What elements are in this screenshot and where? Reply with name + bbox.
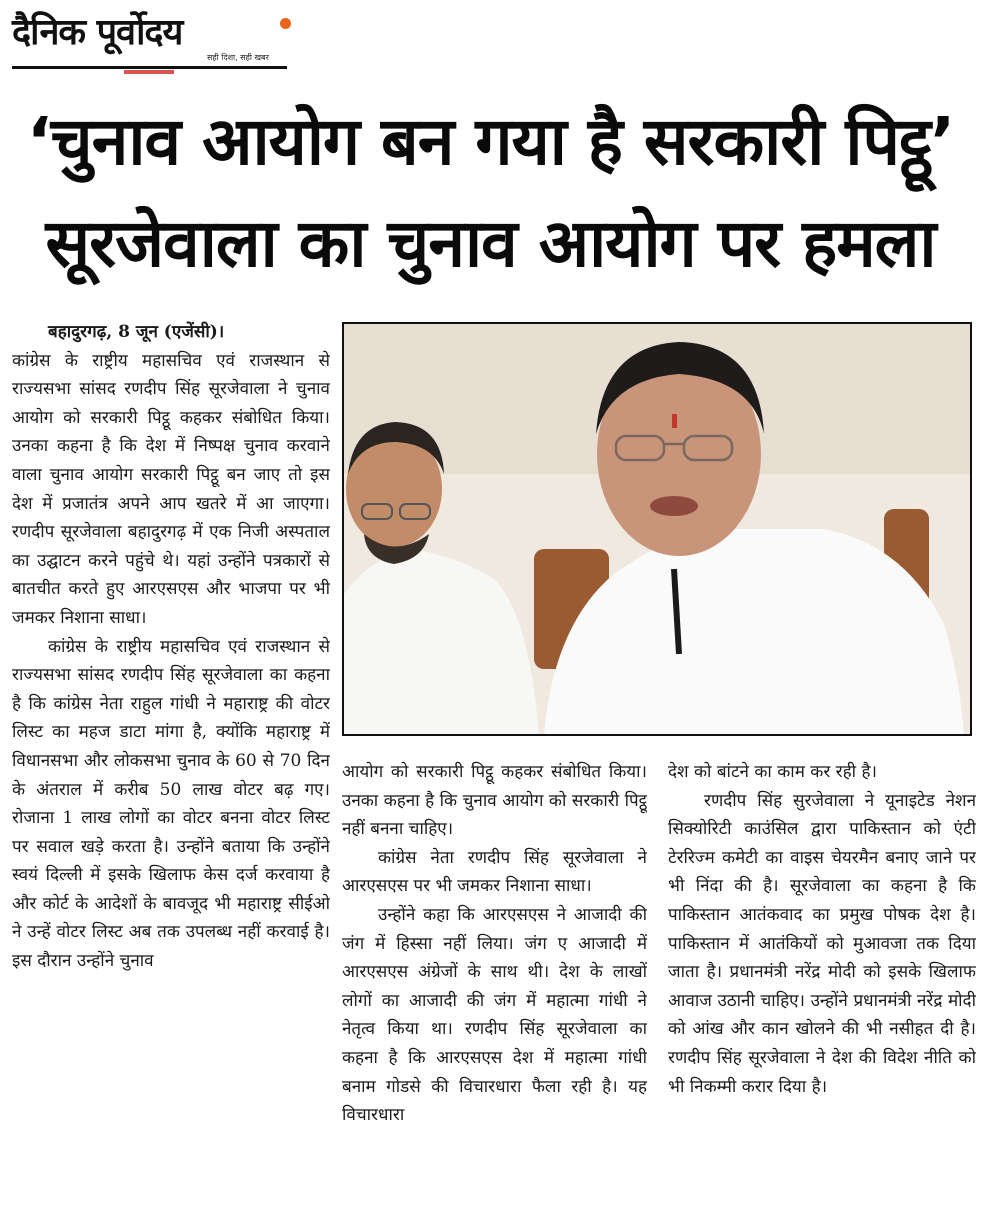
- headline-line-2: सूरजेवाला का चुनाव आयोग पर हमला: [45, 205, 936, 282]
- headline-line-1: ‘चुनाव आयोग बन गया है सरकारी पिट्ठू’: [26, 103, 955, 180]
- logo-tagline: सही दिशा, सही खबर: [207, 53, 269, 62]
- paragraph: रणदीप सिंह सुरजेवाला ने यूनाइटेड नेशन सिक्योरिटी काउंसिल द्वारा पाकिस्तान को एंटी टेररिज्म कमेटी का वाइस चेयरमैन बनाए जाने पर भी निंदा की है। सूरजेवाला का कहना है कि पाकिस्तान आतंकवाद का प्रमुख पोषक देश है। पाकिस्तान में आतंकियों को मुआवजा तक दिया जाता है। प्रधानमंत्री नरेंद्र मोदी को इसके खिलाफ आवाज उठानी चाहिए। उन्होंने प्रधानमंत्री नरेंद्र मोदी को आंख और कान खोलने की भी नसीहत दी है। रणदीप सिंह सूरजेवाला ने देश की विदेश नीति को भी निकम्मी करार दिया है।: [668, 790, 976, 1097]
- dateline: बहादुरगढ़, 8 जून (एजेंसी)।: [48, 322, 225, 342]
- masthead-accent-bar: [124, 70, 174, 74]
- logo-dot-icon: [280, 18, 291, 29]
- masthead: [12, 6, 287, 72]
- paragraph: आयोग को सरकारी पिट्ठू कहकर संबोधित किया। उनका कहना है कि चुनाव आयोग को सरकारी पिट्ठू नहीं बनना चाहिए।: [342, 762, 647, 840]
- paragraph: कांग्रेस के राष्ट्रीय महासचिव एवं राजस्थान से राज्यसभा सांसद रणदीप सिंह सूरजेवाला ने चुनाव आयोग को सरकारी पिट्ठू कहकर संबोधित किया। उनका कहना है कि देश में निष्पक्ष चुनाव करवाने वाला चुनाव आयोग सरकारी पिट्ठू बन जाए तो इस देश में प्रजातंत्र अपने आप खतरे में आ जाएगा। रणदीप सूरजेवाला बहादुरगढ़ में एक निजी अस्पताल का उद्घाटन करने पहुंचे थे। यहां उन्होंने पत्रकारों से बातचीत करते हुए आरएसएस और भाजपा पर भी जमकर निशाना साधा।: [12, 350, 330, 628]
- newspaper-logo: दैनिक पूर्वोदय: [12, 12, 183, 53]
- masthead-rule: [12, 66, 287, 69]
- photo-illustration: [344, 324, 970, 734]
- paragraph: उन्होंने कहा कि आरएसएस ने आजादी की जंग में हिस्सा नहीं लिया। जंग ए आजादी में आरएसएस अंग्रेजों के साथ थी। देश के लाखों लोगों का आजादी की जंग में महात्मा गांधी ने नेतृत्व किया था। रणदीप सिंह सूरजेवाला का कहना है कि आरएसएस देश में महात्मा गांधी बनाम गोडसे की विचारधारा फैला रही है। यह विचारधारा: [342, 904, 647, 1126]
- paragraph: देश को बांटने का काम कर रही है।: [668, 762, 877, 782]
- paragraph: कांग्रेस के राष्ट्रीय महासचिव एवं राजस्थान से राज्यसभा सांसद रणदीप सिंह सूरजेवाला का कहना है कि कांग्रेस नेता राहुल गांधी ने महाराष्ट्र की वोटर लिस्ट का महज डाटा मांगा है, क्योंकि महाराष्ट्र में विधानसभा और लोकसभा चुनाव के 60 से 70 दिन के अंतराल में करीब 50 लाख वोटर बढ़ गए। रोजाना 1 लाख लोगों का वोटर बनना वोटर लिस्ट पर सवाल खड़े करता है। उन्होंने बताया कि उन्होंने स्वयं दिल्ली में इसके खिलाफ केस दर्ज करवाया है और कोर्ट के आदेशों के बावजूद भी महाराष्ट्र सीईओ ने उन्हें वोटर लिस्ट अब तक उपलब्ध नहीं करवाई है। इस दौरान उन्होंने चुनाव: [12, 636, 330, 972]
- article-column-1: [12, 318, 330, 1208]
- news-photo: [342, 322, 972, 736]
- article-column-2: [342, 758, 647, 1208]
- article-column-3: [668, 758, 976, 1208]
- paragraph: कांग्रेस नेता रणदीप सिंह सूरजेवाला ने आरएसएस पर भी जमकर निशाना साधा।: [342, 847, 647, 897]
